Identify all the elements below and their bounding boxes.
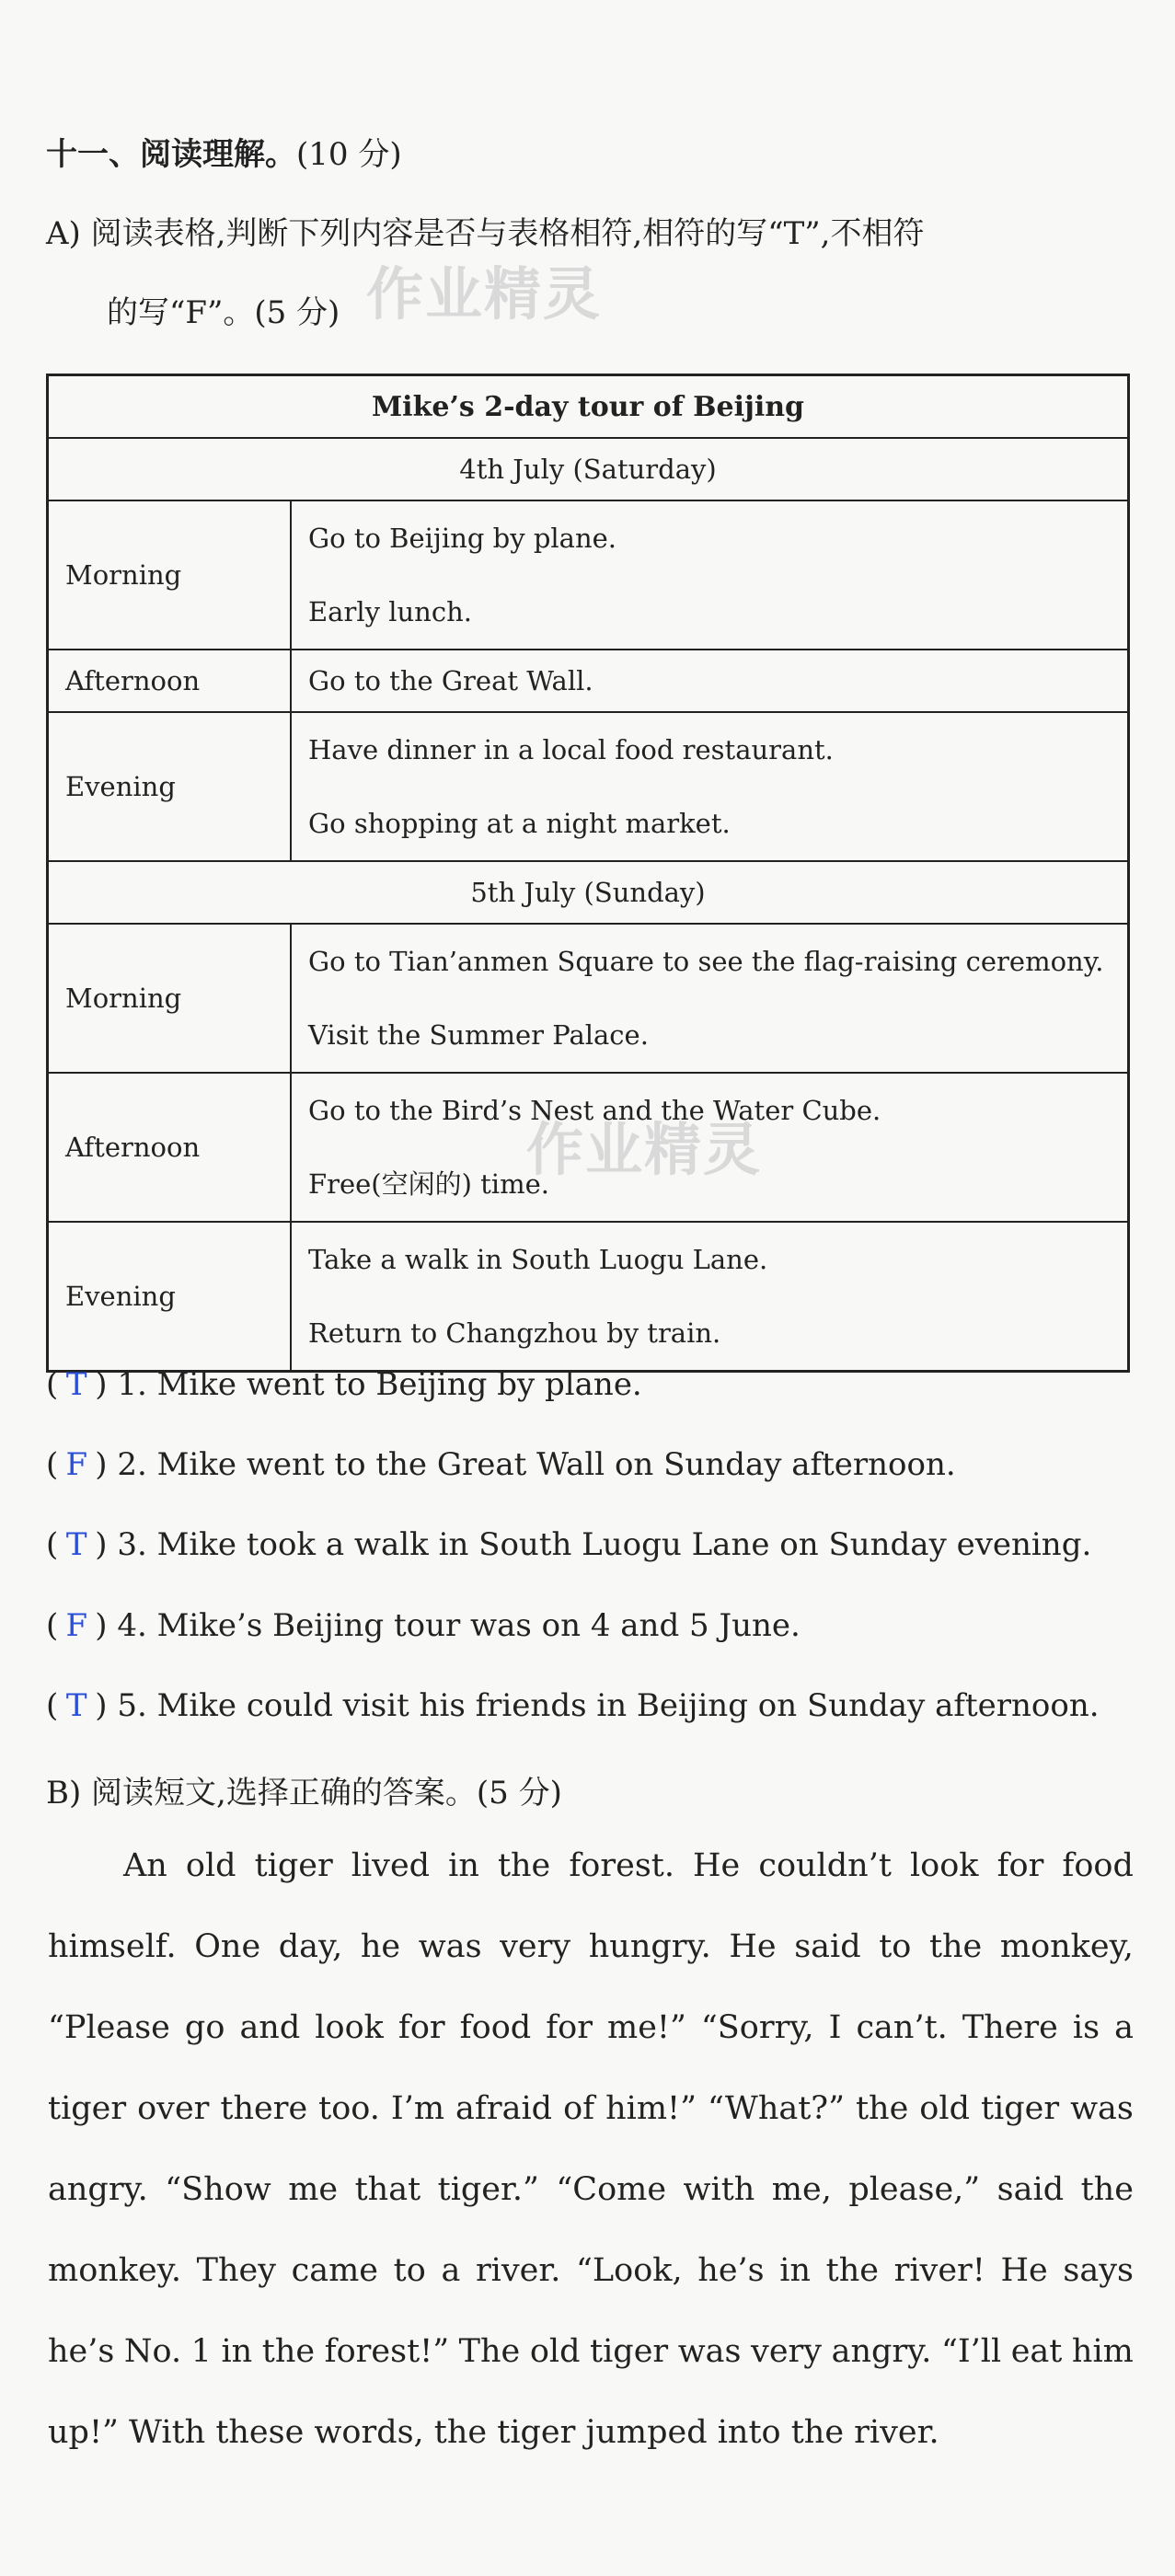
passage-line xyxy=(48,2333,1134,2370)
question-text: Mike went to the Great Wall on Sunday afternoon. xyxy=(156,1446,956,1483)
passage-line xyxy=(48,2252,1134,2289)
passage-word: forest. xyxy=(569,1847,674,1884)
passage-line xyxy=(48,2009,1134,2046)
table-activity-cell xyxy=(291,712,1129,861)
passage-word: the xyxy=(1080,2171,1134,2208)
passage-word: was xyxy=(1070,2090,1134,2127)
passage-word: old xyxy=(919,2090,970,2127)
passage-word: He xyxy=(729,1928,777,1965)
table-row xyxy=(48,650,1129,712)
passage-word: look xyxy=(315,2009,384,2046)
passage-word: the xyxy=(825,2252,879,2289)
section-score: (10 分) xyxy=(296,136,402,173)
passage-word: He xyxy=(1000,2252,1048,2289)
table-row xyxy=(48,924,1129,1073)
passage-word: 1 xyxy=(190,2333,212,2370)
table-time-cell: Evening xyxy=(48,1222,292,1372)
passage-word: he xyxy=(360,1928,401,1965)
question-text: Mike could visit his friends in Beijing on Sunday afternoon. xyxy=(156,1687,1100,1724)
question-item: ( F ) 4. Mike’s Beijing tour was on 4 and 5 June. xyxy=(46,1607,801,1644)
table-activity-cell xyxy=(291,1222,1129,1372)
passage-word: for xyxy=(397,2009,445,2046)
section-title xyxy=(46,129,402,174)
passage-word: food xyxy=(459,2009,532,2046)
passage-word: river. xyxy=(475,2252,561,2289)
question-number: 2. xyxy=(117,1446,147,1483)
passage-line xyxy=(48,2171,1134,2208)
passage-word: in xyxy=(779,2252,812,2289)
activity-text: Go to the Great Wall. xyxy=(308,665,593,696)
passage-word: can’t. xyxy=(856,2009,948,2046)
passage-word: a xyxy=(1114,2009,1134,2046)
passage-word: “Sorry, xyxy=(700,2009,814,2046)
activity-text: Return to Changzhou by train. xyxy=(308,1317,721,1349)
watermark: 作业精灵 xyxy=(526,1116,763,1183)
passage-word: says xyxy=(1063,2252,1134,2289)
passage-word: there xyxy=(220,2090,308,2127)
answer-mark: T xyxy=(65,1687,87,1724)
passage-word: There xyxy=(962,2009,1058,2046)
watermark: 作业精灵 xyxy=(366,260,603,328)
passage-word: river! xyxy=(893,2252,985,2289)
activity-text: Free(空闲的) time. xyxy=(308,1168,549,1200)
passage-line xyxy=(123,1847,1134,1884)
table-title: Mike’s 2-day tour of Beijing xyxy=(48,375,1129,439)
passage-word: very xyxy=(500,1928,571,1965)
answer-mark: F xyxy=(65,1446,88,1483)
passage-word: “Show xyxy=(165,2171,271,2208)
passage-word: monkey, xyxy=(999,1928,1134,1965)
passage-word: old xyxy=(185,1847,236,1884)
passage-word: day, xyxy=(278,1928,343,1965)
passage-word: the xyxy=(928,1928,983,1965)
passage-word: and xyxy=(239,2009,301,2046)
table-time-cell: Afternoon xyxy=(48,650,292,712)
passage-word: couldn’t xyxy=(758,1847,892,1884)
activity-text: Early lunch. xyxy=(308,596,472,627)
passage-word: in xyxy=(221,2333,253,2370)
part-b-instruction: B) 阅读短文,选择正确的答案。(5 分) xyxy=(46,1775,562,1811)
passage-word: angry. xyxy=(831,2333,932,2370)
passage-word: was xyxy=(418,1928,482,1965)
passage-word: tiger xyxy=(254,1847,333,1884)
passage-word: hungry. xyxy=(588,1928,711,1965)
passage-line xyxy=(48,2090,1134,2127)
passage-word: tiger xyxy=(980,2090,1060,2127)
table-time-cell: Morning xyxy=(48,500,292,650)
table-time-cell: Morning xyxy=(48,924,292,1073)
passage-word: forest!” xyxy=(324,2333,450,2370)
question-text: Mike took a walk in South Luogu Lane on Sunday evening. xyxy=(156,1526,1092,1563)
passage-word: “What?” xyxy=(707,2090,845,2127)
table-activity-cell xyxy=(291,500,1129,650)
passage-line xyxy=(48,2414,1134,2451)
passage-word: food xyxy=(1062,1847,1134,1884)
answer-mark: T xyxy=(65,1366,87,1403)
question-text: Mike’s Beijing tour was on 4 and 5 June. xyxy=(156,1607,801,1644)
passage-word: said xyxy=(794,1928,861,1965)
activity-text: Go to Beijing by plane. xyxy=(308,523,617,554)
passage-word: me xyxy=(288,2171,339,2208)
table-time-cell: Evening xyxy=(48,712,292,861)
passage-word: with xyxy=(683,2171,755,2208)
passage-line xyxy=(48,1928,1134,1965)
passage-word: look xyxy=(909,1847,979,1884)
passage-word: lived xyxy=(351,1847,431,1884)
passage-word: They xyxy=(196,2252,276,2289)
table-time-cell: Afternoon xyxy=(48,1073,292,1222)
passage-word: please,” xyxy=(848,2171,981,2208)
table-row xyxy=(48,712,1129,861)
activity-text: Have dinner in a local food restaurant. xyxy=(308,734,834,765)
passage-text: up!” With these words, the tiger jumped into the river. xyxy=(48,2414,939,2451)
passage-word: he’s xyxy=(48,2333,115,2370)
question-number: 4. xyxy=(117,1607,147,1644)
passage-word: for xyxy=(546,2009,593,2046)
passage-word: over xyxy=(137,2090,210,2127)
passage-word: “I’ll xyxy=(940,2333,1002,2370)
passage-word: The xyxy=(458,2333,521,2370)
table-row xyxy=(48,500,1129,650)
passage-word: tiger.” xyxy=(437,2171,539,2208)
table-day-header: 4th July (Saturday) xyxy=(48,438,1129,500)
passage-word: go xyxy=(184,2009,225,2046)
passage-word: An xyxy=(123,1847,167,1884)
passage-word: I’m xyxy=(390,2090,445,2127)
answer-mark: T xyxy=(65,1526,87,1563)
passage-word: tiger xyxy=(590,2333,669,2370)
passage-word: “Come xyxy=(556,2171,667,2208)
passage-word: “Please xyxy=(48,2009,170,2046)
table-row xyxy=(48,1222,1129,1372)
passage-word: a xyxy=(441,2252,461,2289)
passage-word: is xyxy=(1072,2009,1100,2046)
activity-text: Go to Tian’anmen Square to see the flag-raising ceremony. xyxy=(308,946,1104,977)
table-activity-cell xyxy=(291,650,1129,712)
passage-word: to xyxy=(879,1928,912,1965)
passage-word: me!” xyxy=(607,2009,686,2046)
passage-word: very xyxy=(751,2333,823,2370)
passage-word: was xyxy=(677,2333,742,2370)
table-activity-cell xyxy=(291,924,1129,1073)
passage-word: afraid xyxy=(455,2090,553,2127)
passage-word: tiger xyxy=(48,2090,127,2127)
passage-word: He xyxy=(693,1847,741,1884)
activity-text: Go to the Bird’s Nest and the Water Cube. xyxy=(308,1095,881,1126)
passage-word: eat xyxy=(1010,2333,1063,2370)
part-a-instruction-line2: 的写“F”。(5 分) xyxy=(107,294,340,331)
passage-word: I xyxy=(828,2009,842,2046)
question-number: 5. xyxy=(117,1687,147,1724)
passage-word: the xyxy=(261,2333,316,2370)
passage-word: of xyxy=(563,2090,595,2127)
passage-word: he’s xyxy=(697,2252,765,2289)
tour-table xyxy=(46,374,1130,1373)
passage-word: for xyxy=(996,1847,1044,1884)
question-number: 3. xyxy=(117,1526,147,1563)
passage-word: came xyxy=(291,2252,379,2289)
activity-text: Go shopping at a night market. xyxy=(308,808,731,839)
question-text: Mike went to Beijing by plane. xyxy=(156,1366,642,1403)
passage-word: that xyxy=(354,2171,421,2208)
question-item: ( T ) 1. Mike went to Beijing by plane. xyxy=(46,1366,642,1403)
activity-text: Take a walk in South Luogu Lane. xyxy=(308,1244,768,1275)
question-item: ( T ) 3. Mike took a walk in South Luogu Lane on Sunday evening. xyxy=(46,1526,1092,1563)
passage-word: too. xyxy=(318,2090,380,2127)
passage-word: No. xyxy=(123,2333,182,2370)
passage-word: him xyxy=(1071,2333,1134,2370)
passage-word: angry. xyxy=(48,2171,148,2208)
question-number: 1. xyxy=(117,1366,147,1403)
passage-word: the xyxy=(855,2090,909,2127)
passage-word: himself. xyxy=(48,1928,177,1965)
passage-word: One xyxy=(194,1928,261,1965)
activity-text: Visit the Summer Palace. xyxy=(308,1019,649,1051)
passage-word: “Look, xyxy=(576,2252,683,2289)
passage-word: said xyxy=(996,2171,1065,2208)
part-a-instruction-line1: A) 阅读表格,判断下列内容是否与表格相符,相符的写“T”,不相符 xyxy=(46,215,925,252)
passage-word: me, xyxy=(771,2171,832,2208)
question-item: ( F ) 2. Mike went to the Great Wall on Sunday afternoon. xyxy=(46,1446,956,1483)
answer-mark: F xyxy=(65,1607,88,1644)
passage-word: him!” xyxy=(605,2090,697,2127)
section-title-text: 十一、阅读理解。 xyxy=(46,136,296,173)
passage-word: in xyxy=(448,1847,479,1884)
question-item: ( T ) 5. Mike could visit his friends in Beijing on Sunday afternoon. xyxy=(46,1687,1100,1724)
table-day-header: 5th July (Sunday) xyxy=(48,861,1129,924)
passage-word: to xyxy=(393,2252,426,2289)
passage-word: monkey. xyxy=(48,2252,181,2289)
passage-word: old xyxy=(529,2333,581,2370)
passage-word: the xyxy=(497,1847,551,1884)
